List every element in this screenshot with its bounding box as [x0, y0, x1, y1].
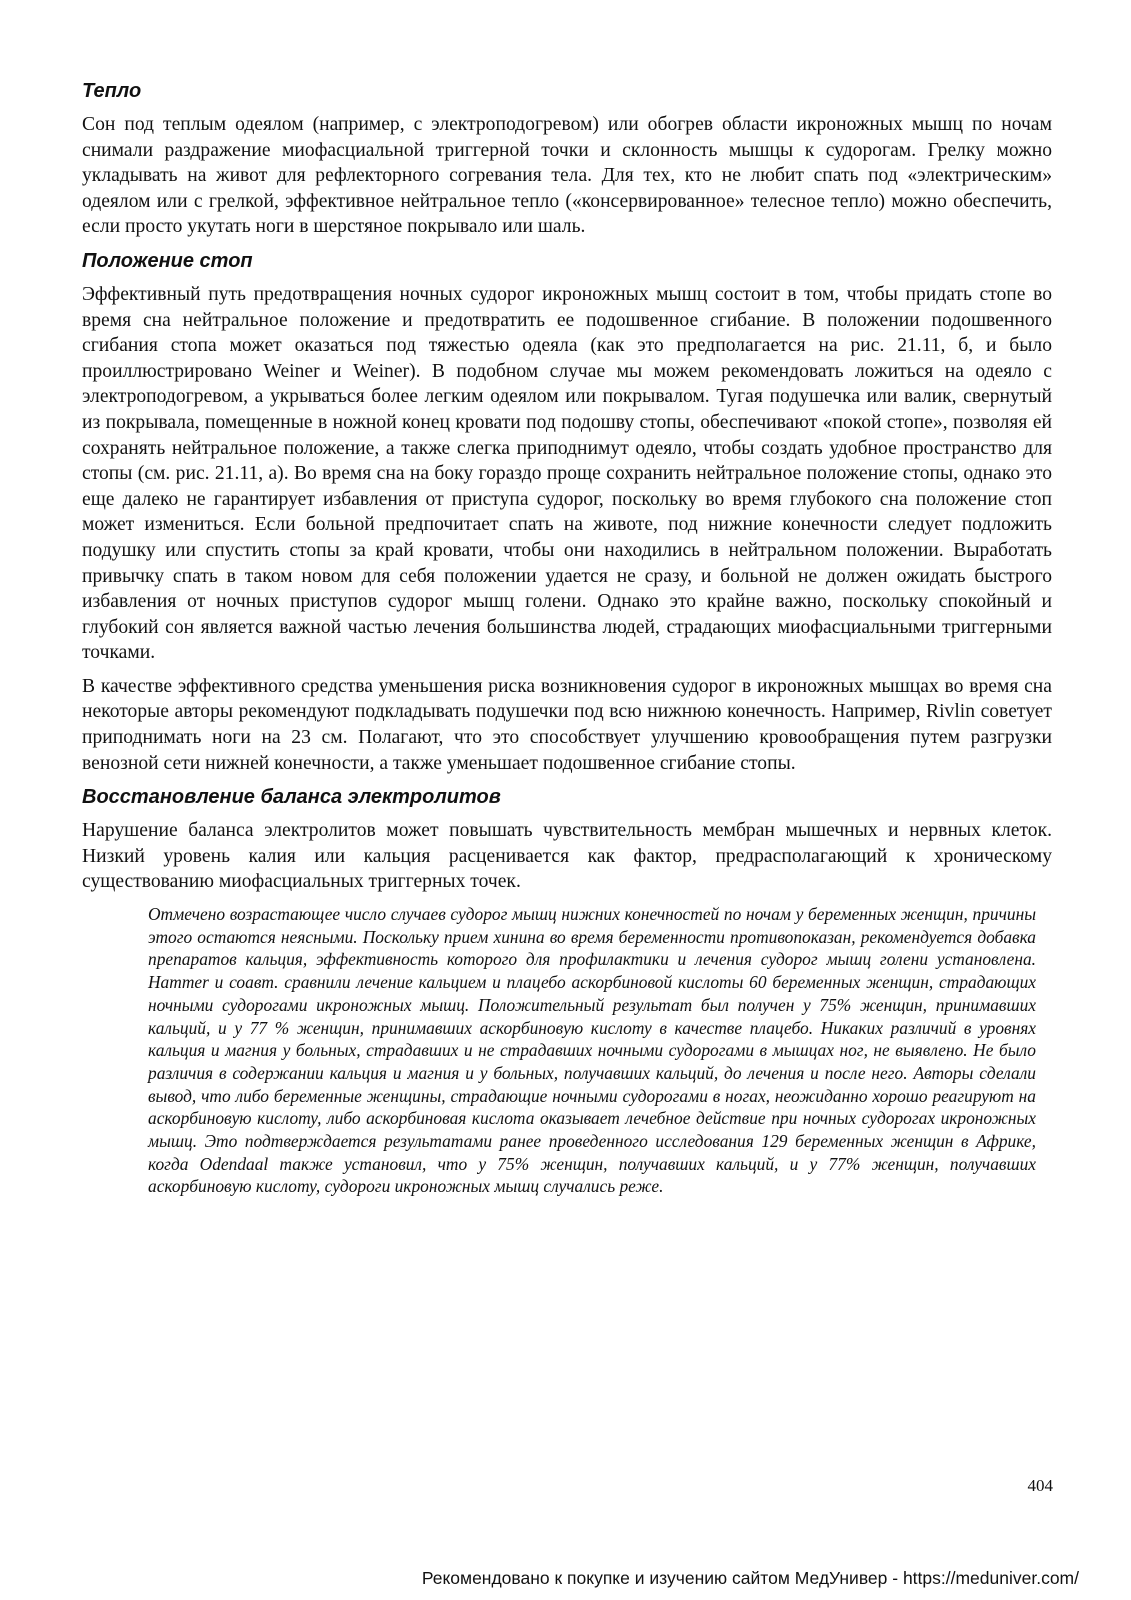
paragraph: Нарушение баланса электролитов может повышать чувствительность мембран мышечных и нервных клеток. Низкий уровень калия или кальция расценивается как фактор, предрасполагающий к хроническому существованию миофасциальных триггерных точек. — [82, 820, 1052, 893]
page-number: 404 — [1027, 1476, 1053, 1495]
section-heading: Тепло — [82, 80, 142, 102]
research-note-quote: Отмечено возрастающее число случаев судорог мышц нижних конечностей по ночам у беременных женщин, причины этого остаются неясными. Поскольку прием хинина во время беременности противопоказан, рекомендуется добавка препаратов кальция, эффективность которого для профилактики и лечения судорог мышц голени установлена. Hammer и соавт. сравнили лечение кальцием и плацебо аскорбиновой кислоты 60 беременных женщин, страдающих ночными судорогами икроножных мышц. Положительный результат был получен у 75% женщин, принимавших кальций, и у 77 % женщин, принимавших аскорбиновую кислоту в качестве плацебо. Никаких различий в уровнях кальция и магния у больных, страдавших и не страдавших ночными судорогами в мышцах ног, не выявлено. Не было различия в содержании кальция и магния и у больных, получавших кальций, до лечения и после него. Авторы сделали вывод, что либо беременные женщины, страдающие ночными судорогами в ногах, неожиданно хорошо реагируют на аскорбиновую кислоту, либо аскорбиновая кислота оказывает лечебное действие при ночных судорогах икроножных мышц. Это подтверждается результатами ранее проведенного исследования 129 беременных женщин в Африке, когда Odendaal также установил, что у 75% женщин, получавших кальций, и у 77% женщин, получавших аскорбиновую кислоту, судороги икроножных мышц случались реже. — [148, 904, 1036, 1197]
paragraph: Сон под теплым одеялом (например, с электроподогревом) или обогрев области икроножных мышц по ночам снимали раздражение миофасциальной триггерной точки и склонность мышцы к судорогам. Грелку можно укладывать на живот для рефлекторного согревания тела. Для тех, кто не любит спать под «электрическим» одеялом или с грелкой, эффективное нейтральное тепло («консервированное» телесное тепло) можно обеспечить, если просто укутать ноги в шерстяное покрывало или шаль. — [82, 114, 1052, 238]
document-page — [82, 78, 1052, 1198]
paragraph: Эффективный путь предотвращения ночных судорог икроножных мышц состоит в том, чтобы придать стопе во время сна нейтральное положение и предотвратить ее подошвенное сгибание. В положении подошвенного сгибания стопа может оказаться под тяжестью одеяла (как это предполагается на рис. 21.11, б, и было проиллюстрировано Weiner и Weiner). В подобном случае мы можем рекомендовать ложиться на одеяло с электроподогревом, а укрываться более легким одеялом или покрывалом. Тугая подушечка или валик, свернутый из покрывала, помещенные в ножной конец кровати под подошву стопы, обеспечивают «покой стопе», позволяя ей сохранять нейтральное положение, а также слегка приподнимут одеяло, чтобы создать удобное пространство для стопы (см. рис. 21.11, а). Во время сна на боку гораздо проще сохранить нейтральное положение стопы, однако это еще далеко не гарантирует избавления от приступа судорог, поскольку во время глубокого сна положение стоп может измениться. Если больной предпочитает спать на животе, под нижние конечности следует подложить подушку или спустить стопы за край кровати, чтобы они находились в нейтральном положении. Выработать привычку спать в таком новом для себя положении удается не сразу, и больной не должен ожидать быстрого избавления от ночных приступов судорог мышц голени. Однако это крайне важно, поскольку спокойный и глубокий сон является важной частью лечения большинства людей, страдающих миофасциальными триггерными точками. — [82, 283, 1052, 664]
section-heading: Положение стоп — [82, 249, 253, 272]
section-electrolyte-balance — [82, 784, 1052, 1198]
paragraph: В качестве эффективного средства уменьшения риска возникновения судорог в икроножных мышцах во время сна некоторые авторы рекомендуют подкладывать подушечки под всю нижнюю конечность. Например, Rivlin советует приподнимать ноги на 23 см. Полагают, что это способствует улучшению кровообращения путем разгрузки венозной сети нижней конечности, а также уменьшает подошвенное сгибание стопы. — [82, 675, 1052, 774]
section-warmth — [82, 78, 1052, 240]
section-heading: Восстановление баланса электролитов — [82, 786, 501, 809]
section-foot-position — [82, 248, 1052, 776]
footer-recommendation: Рекомендовано к покупке и изучению сайтом МедУнивер - https://meduniver.com/ — [421, 1568, 1079, 1588]
